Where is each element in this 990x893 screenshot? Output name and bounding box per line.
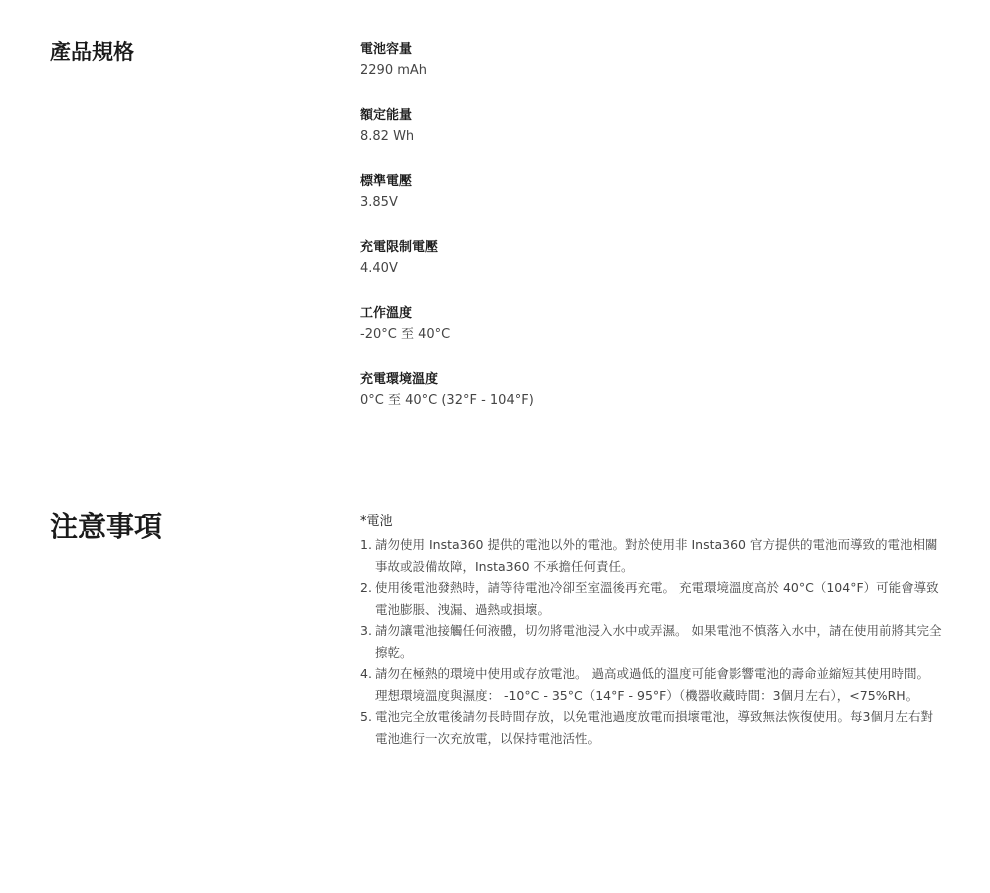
- list-item: [360, 706, 945, 749]
- list-item: [360, 620, 945, 663]
- list-item: [360, 663, 945, 706]
- spec-label: 工作溫度: [360, 306, 413, 321]
- notes-content: [360, 512, 945, 749]
- spec-item-nominal-voltage: [360, 172, 940, 238]
- note-number: 3.: [360, 623, 372, 638]
- notes-list: [360, 534, 945, 749]
- spec-value: 2290 mAh: [360, 63, 428, 78]
- note-text: 電池完全放電後請勿長時間存放，以免電池過度放電而損壞電池，導致無法恢復使用。每3個月左右對電池進行一次充放電，以保持電池活性。: [375, 709, 933, 746]
- notes-heading: *電池: [360, 514, 393, 529]
- specs-list: [360, 40, 940, 436]
- spec-label: 額定能量: [360, 108, 413, 123]
- spec-item-charge-limit-voltage: [360, 238, 940, 304]
- spec-label: 標準電壓: [360, 174, 413, 189]
- spec-label: 充電限制電壓: [360, 240, 439, 255]
- note-number: 2.: [360, 580, 372, 595]
- spec-label: 電池容量: [360, 42, 413, 57]
- note-number: 5.: [360, 709, 372, 724]
- note-text: 請勿在極熱的環境中使用或存放電池。 過高或過低的溫度可能會影響電池的壽命並縮短其使用時間。 理想環境溫度與濕度： -10°C - 35°C（14°F - 95°F）（機器收藏時間：3個月左右），<75%RH。: [375, 666, 929, 703]
- notes-section-title: 注意事項: [50, 510, 163, 543]
- specs-section-title: 產品規格: [50, 40, 134, 64]
- spec-value: 4.40V: [360, 261, 398, 276]
- list-item: [360, 577, 945, 620]
- spec-value: -20°C 至 40°C: [360, 327, 451, 342]
- spec-item-charging-temperature: [360, 370, 940, 436]
- spec-value: 8.82 Wh: [360, 129, 415, 144]
- spec-item-battery-capacity: [360, 40, 940, 106]
- spec-value: 3.85V: [360, 195, 398, 210]
- note-number: 4.: [360, 666, 372, 681]
- list-item: [360, 534, 945, 577]
- spec-label: 充電環境溫度: [360, 372, 439, 387]
- spec-item-rated-energy: [360, 106, 940, 172]
- note-text: 使用後電池發熱時，請等待電池冷卻至室溫後再充電。 充電環境溫度高於 40°C（104°F）可能會導致電池膨脹、洩漏、過熱或損壞。: [375, 580, 939, 617]
- note-text: 請勿讓電池接觸任何液體，切勿將電池浸入水中或弄濕。 如果電池不慎落入水中，請在使用前將其完全擦乾。: [375, 623, 942, 660]
- note-number: 1.: [360, 537, 372, 552]
- spec-value: 0°C 至 40°C (32°F - 104°F): [360, 393, 534, 408]
- note-text: 請勿使用 Insta360 提供的電池以外的電池。對於使用非 Insta360 官方提供的電池而導致的電池相關事故或設備故障，Insta360 不承擔任何責任。: [375, 537, 938, 574]
- spec-item-operating-temperature: [360, 304, 940, 370]
